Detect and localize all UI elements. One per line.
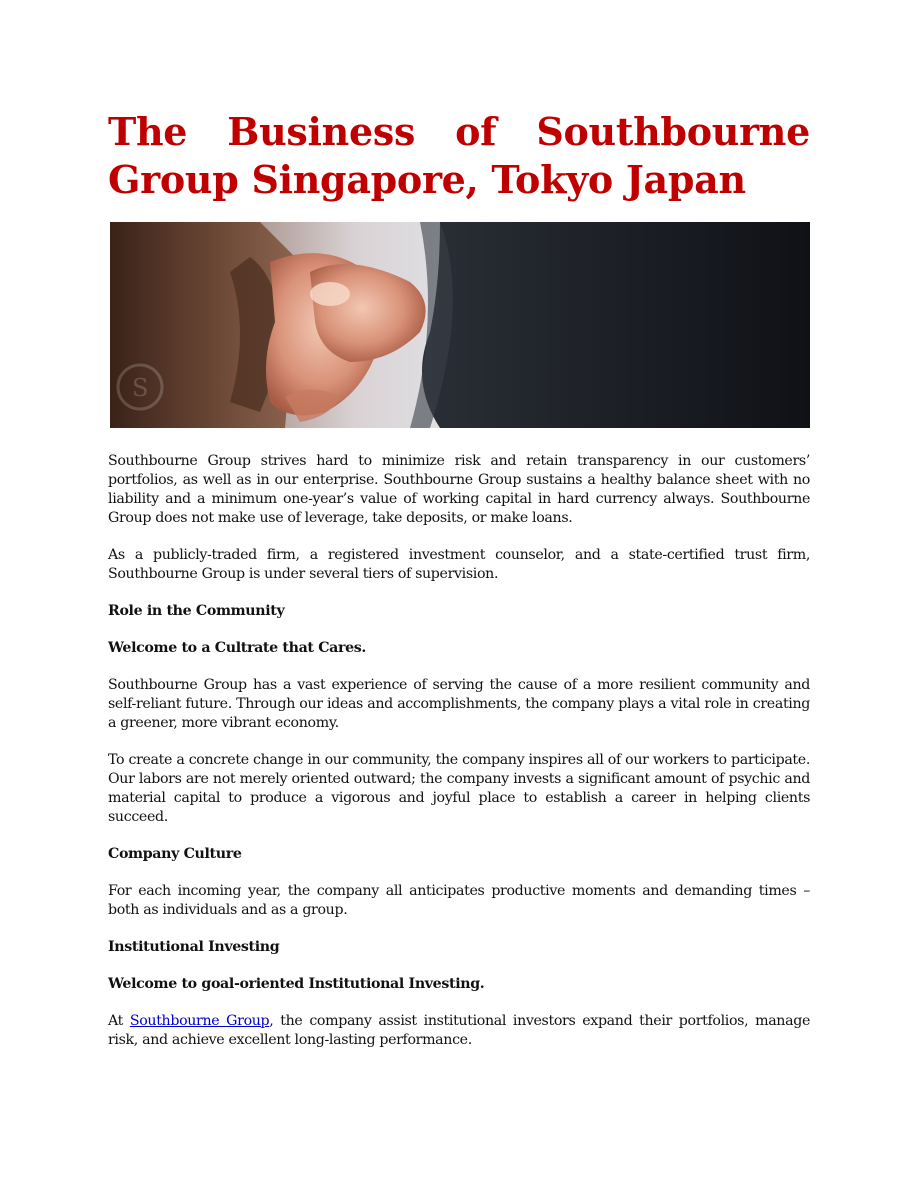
- southbourne-group-link[interactable]: Southbourne Group: [129, 1013, 270, 1029]
- heading-role-community: Role in the Community: [108, 603, 285, 619]
- paragraph-suffix: , the company assist institutional investors expand their portfolios, manage risk, and achieve excellent long-lasting performance.: [108, 1013, 810, 1048]
- culture-paragraph: For each incoming year, the company all anticipates productive moments and demanding times – both as individuals and as a group.: [108, 883, 810, 918]
- page-title: The Business of Southbourne Group Singapore, Tokyo Japan: [108, 109, 810, 202]
- paragraph-prefix: At: [108, 1013, 130, 1029]
- heading-welcome-goal: Welcome to goal-oriented Institutional Investing.: [108, 976, 485, 992]
- heading-company-culture: Company Culture: [108, 846, 242, 862]
- community-paragraph: Southbourne Group has a vast experience of serving the cause of a more resilient community and self-reliant future. Through our ideas and accomplishments, the company plays a vital role in creating a greener, more vibrant economy.: [108, 677, 810, 731]
- institutional-paragraph: [108, 1012, 810, 1050]
- handshake-photo: [110, 222, 810, 428]
- document-page: [108, 108, 810, 1050]
- svg-text:S: S: [132, 374, 149, 402]
- heading-institutional-investing: Institutional Investing: [108, 939, 280, 955]
- supervision-paragraph: As a publicly-traded firm, a registered investment counselor, and a state-certified trust firm, Southbourne Group is under several tiers of supervision.: [108, 547, 810, 582]
- intro-paragraph: Southbourne Group strives hard to minimize risk and retain transparency in our customers’ portfolios, as well as in our enterprise. Southbourne Group sustains a healthy balance sheet with no liability and a minimum one-year’s value of working capital in hard currency always. Southbourne Group does not make use of leverage, take deposits, or make loans.: [108, 453, 810, 526]
- workers-paragraph: To create a concrete change in our community, the company inspires all of our workers to participate. Our labors are not merely oriented outward; the company invests a significant amount of psychic and material capital to produce a vigorous and joyful place to establish a career in helping clients succeed.: [108, 752, 810, 825]
- handshake-illustration: [110, 222, 810, 428]
- heading-welcome-culture: Welcome to a Cultrate that Cares.: [108, 640, 367, 656]
